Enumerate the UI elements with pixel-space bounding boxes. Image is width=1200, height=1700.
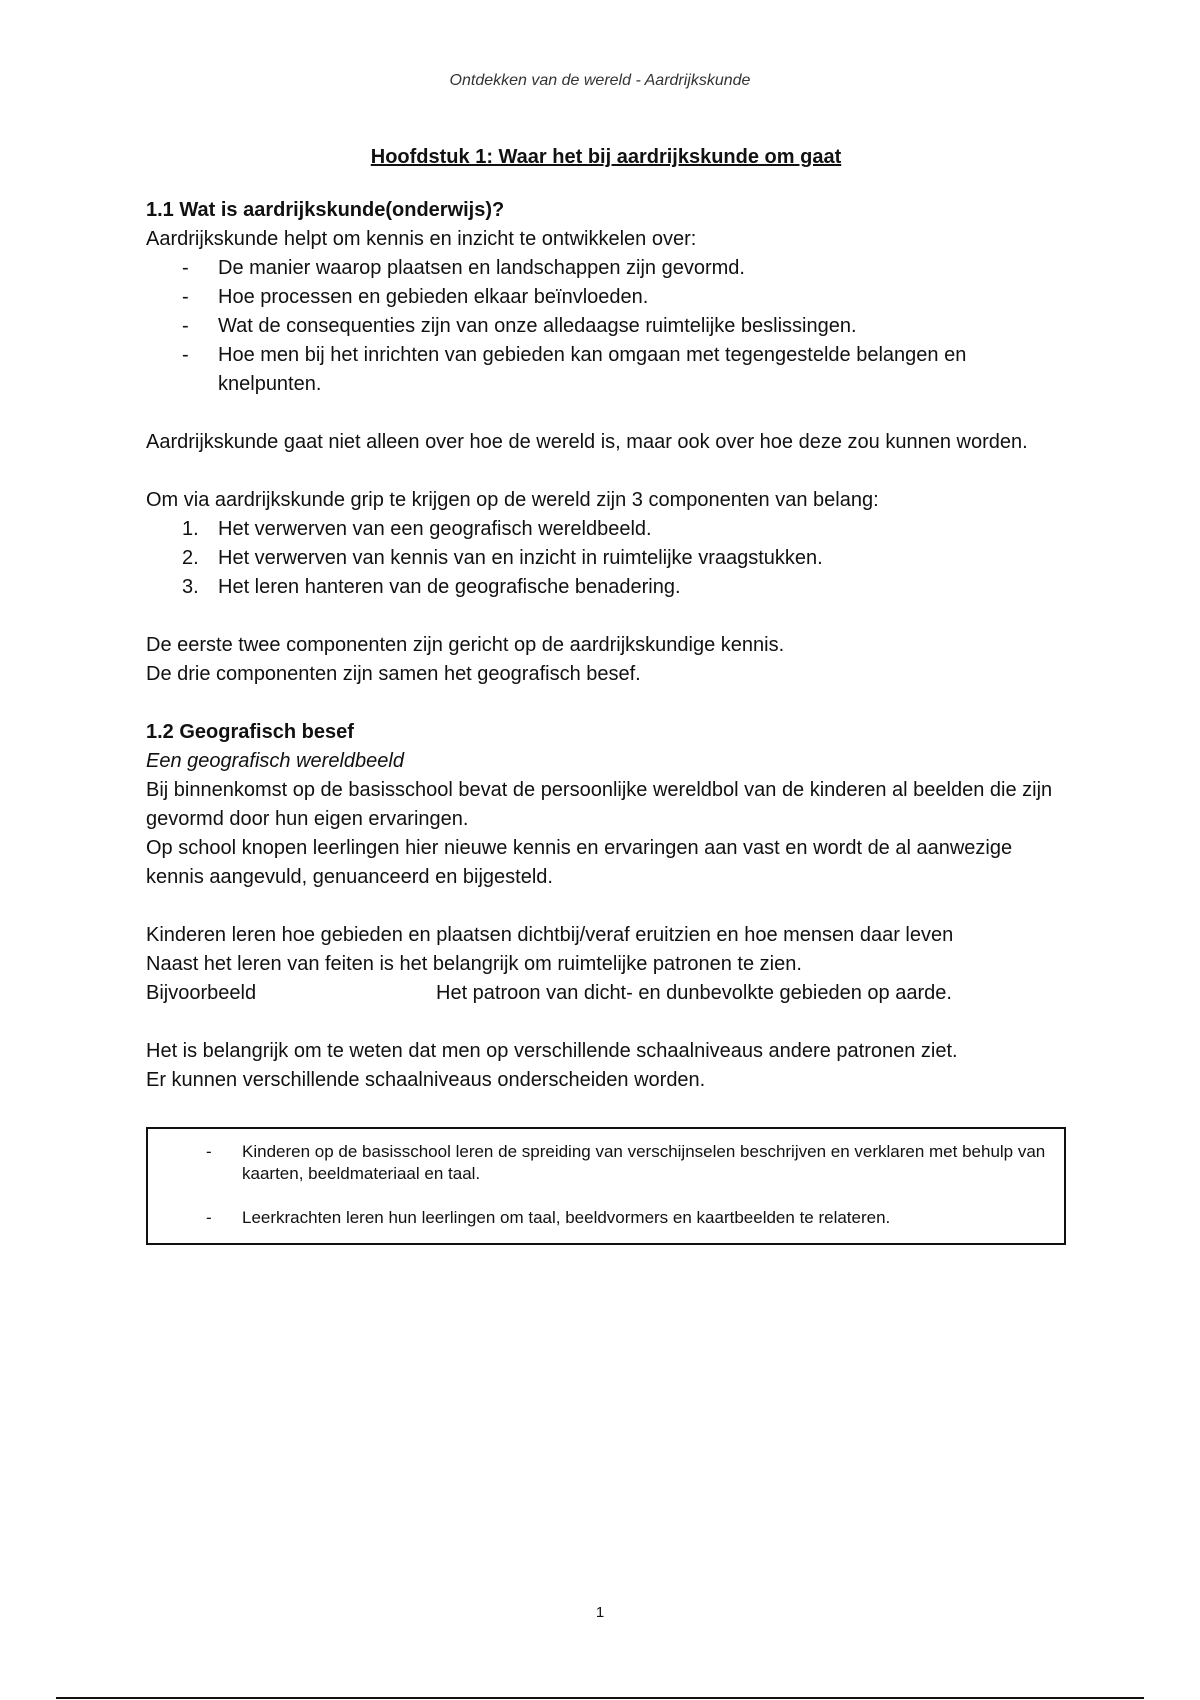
list-item-text: Het leren hanteren van de geografische benadering.: [218, 576, 681, 598]
list-item: [146, 515, 1066, 544]
dash-marker: -: [206, 1142, 212, 1161]
callout-box: [146, 1127, 1066, 1245]
dash-marker: -: [182, 344, 189, 366]
numbered-list: [146, 515, 1066, 602]
callout-item-text: Kinderen op de basisschool leren de spreiding van verschijnselen beschrijven en verklaren met behulp van kaarten, beeldmateriaal en taal.: [242, 1142, 1046, 1183]
page-number: 1: [595, 1604, 605, 1621]
list-item: [146, 254, 1066, 283]
subheading: Een geografisch wereldbeeld: [146, 750, 404, 772]
number-marker: 2.: [182, 547, 199, 569]
section1-paragraph-3: Om via aardrijkskunde grip te krijgen op de wereld zijn 3 componenten van belang:: [146, 489, 879, 511]
running-header: Ontdekken van de wereld - Aardrijkskunde: [449, 72, 751, 89]
list-item-text: De manier waarop plaatsen en landschappen zijn gevormd.: [218, 257, 745, 279]
section2-paragraph-3b: Er kunnen verschillende schaalniveaus onderscheiden worden.: [146, 1069, 706, 1091]
callout-item: [162, 1207, 1050, 1229]
section1-paragraph-2: Aardrijkskunde gaat niet alleen over hoe de wereld is, maar ook over hoe deze zou kunnen worden.: [146, 431, 1028, 453]
section-heading-1-1: 1.1 Wat is aardrijkskunde(onderwijs)?: [146, 199, 505, 221]
list-item: [146, 573, 1066, 602]
example-text: Het patroon van dicht- en dunbevolkte gebieden op aarde.: [436, 982, 952, 1004]
callout-item: [162, 1141, 1050, 1185]
section2-paragraph-3a: Het is belangrijk om te weten dat men op verschillende schaalniveaus andere patronen ziet.: [146, 1040, 958, 1062]
dash-marker: -: [206, 1208, 212, 1227]
page-content: [146, 143, 1066, 1245]
section2-paragraph-2a: Kinderen leren hoe gebieden en plaatsen dichtbij/veraf eruitzien en hoe mensen daar leven: [146, 924, 954, 946]
list-item-text: Het verwerven van kennis van en inzicht in ruimtelijke vraagstukken.: [218, 547, 823, 569]
section1-paragraph-4b: De drie componenten zijn samen het geografisch besef.: [146, 663, 641, 685]
number-marker: 1.: [182, 518, 199, 540]
section2-paragraph-2b: Naast het leren van feiten is het belangrijk om ruimtelijke patronen te zien.: [146, 953, 802, 975]
list-item-text: Hoe men bij het inrichten van gebieden kan omgaan met tegengestelde belangen en knelpunten.: [218, 344, 967, 395]
section1-intro: Aardrijkskunde helpt om kennis en inzicht te ontwikkelen over:: [146, 228, 697, 250]
list-item-text: Hoe processen en gebieden elkaar beïnvloeden.: [218, 286, 649, 308]
section-heading-1-2: 1.2 Geografisch besef: [146, 721, 354, 743]
list-item: [146, 341, 1066, 399]
bottom-divider: [56, 1697, 1144, 1699]
example-label: Bijvoorbeeld: [146, 982, 257, 1004]
dash-marker: -: [182, 257, 189, 279]
list-item: [146, 312, 1066, 341]
section2-paragraph-1b: Op school knopen leerlingen hier nieuwe kennis en ervaringen aan vast en wordt de al aanwezige kennis aangevuld, genuanceerd en bijgesteld.: [146, 837, 1013, 888]
dash-marker: -: [182, 286, 189, 308]
number-marker: 3.: [182, 576, 199, 598]
callout-item-text: Leerkrachten leren hun leerlingen om taal, beeldvormers en kaartbeelden te relateren.: [242, 1208, 891, 1227]
section2-paragraph-1a: Bij binnenkomst op de basisschool bevat de persoonlijke wereldbol van de kinderen al beelden die zijn gevormd door hun eigen ervaringen.: [146, 779, 1053, 830]
dash-marker: -: [182, 315, 189, 337]
list-item: [146, 283, 1066, 312]
section1-paragraph-4a: De eerste twee componenten zijn gericht op de aardrijkskundige kennis.: [146, 634, 785, 656]
example-row: [146, 979, 1066, 1008]
list-item-text: Het verwerven van een geografisch wereldbeeld.: [218, 518, 652, 540]
list-item: [146, 544, 1066, 573]
list-item-text: Wat de consequenties zijn van onze alledaagse ruimtelijke beslissingen.: [218, 315, 857, 337]
chapter-title: Hoofdstuk 1: Waar het bij aardrijkskunde om gaat: [370, 146, 842, 168]
bullet-list: [146, 254, 1066, 399]
